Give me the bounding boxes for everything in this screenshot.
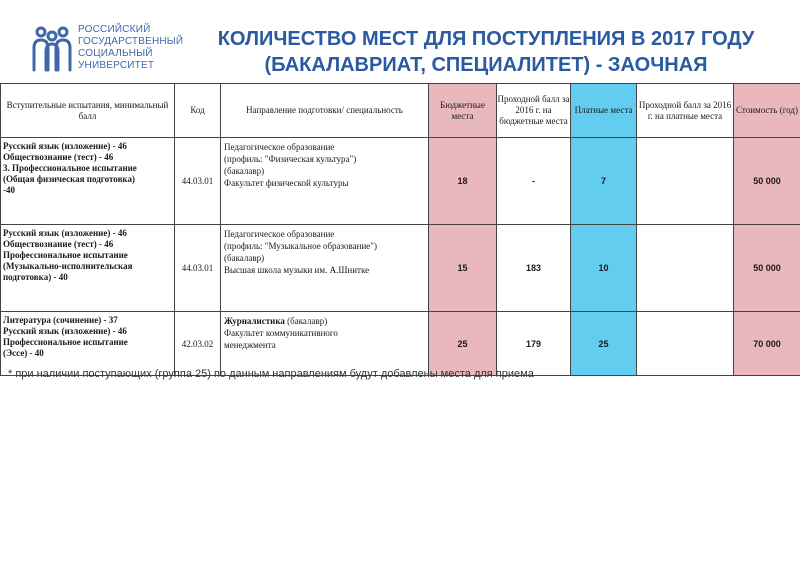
exams-cell [1, 312, 175, 376]
budget-places-cell: 25 [429, 312, 497, 376]
direction-line: менеджмента [224, 340, 276, 350]
exam-line: Обществознание (тест) - 46 [3, 152, 114, 162]
pass-paid-cell [637, 225, 734, 312]
logo-line: СОЦИАЛЬНЫЙ [78, 48, 153, 59]
budget-places-cell: 18 [429, 138, 497, 225]
direction-line: (бакалавр) [224, 253, 265, 263]
budget-places-cell: 15 [429, 225, 497, 312]
pass-paid-cell [637, 138, 734, 225]
header-paid-places: Платные места [571, 84, 637, 138]
exam-line: 3. Профессиональное испытание [3, 163, 137, 173]
logo-line: УНИВЕРСИТЕТ [78, 60, 155, 71]
paid-places-cell: 7 [571, 138, 637, 225]
pass-budget-cell: - [497, 138, 571, 225]
exam-line: (Музыкально-исполнительская [3, 261, 133, 271]
direction-title-suffix: (бакалавр) [284, 316, 328, 326]
direction-title: Педагогическое образование [224, 142, 335, 152]
direction-line: Факультет физической культуры [224, 178, 349, 188]
admission-table [0, 83, 800, 376]
pass-budget-cell: 179 [497, 312, 571, 376]
cost-cell: 50 000 [734, 225, 800, 312]
direction-line: Высшая школа музыки им. А.Шнитке [224, 265, 370, 275]
pass-budget-cell: 183 [497, 225, 571, 312]
header-pass-budget: Проходной балл за 2016 г. на бюджетные места [497, 84, 571, 138]
direction-cell [221, 138, 429, 225]
paid-places-cell: 25 [571, 312, 637, 376]
exam-line: подготовка) - 40 [3, 272, 68, 282]
code-cell: 44.03.01 [175, 225, 221, 312]
direction-title-line [224, 315, 425, 327]
exam-line: Профессиональное испытание [3, 250, 128, 260]
title-line-1: КОЛИЧЕСТВО МЕСТ ДЛЯ ПОСТУПЛЕНИЯ В 2017 ГОДУ [217, 28, 755, 50]
exam-line: Профессиональное испытание [3, 337, 128, 347]
title-line-2: (БАКАЛАВРИАТ, СПЕЦИАЛИТЕТ) - ЗАОЧНАЯ [264, 54, 708, 76]
direction-line: (профиль: "Физическая культура") [224, 154, 357, 164]
exam-line: (Эссе) - 40 [3, 348, 44, 358]
header-direction: Направление подготовки/ специальность [221, 84, 429, 138]
table-row [1, 138, 800, 225]
direction-line: (бакалавр) [224, 166, 265, 176]
logo-wordmark [78, 24, 183, 72]
exams-cell [1, 138, 175, 225]
table-row [1, 312, 800, 376]
direction-title: Педагогическое образование [224, 229, 335, 239]
header-pass-paid: Проходной балл за 2016 г. на платные места [637, 84, 734, 138]
table-header-row [1, 84, 800, 138]
paid-places-cell: 10 [571, 225, 637, 312]
header-exams: Вступительные испытания, минимальный балл [1, 84, 175, 138]
pass-paid-cell [637, 312, 734, 376]
university-logo [30, 24, 190, 76]
exam-line: Обществознание (тест) - 46 [3, 239, 114, 249]
header-cost: Стоимость (год) [734, 84, 800, 138]
header-budget-places: Бюджетные места [429, 84, 497, 138]
exam-line: Русский язык (изложение) - 46 [3, 326, 127, 336]
direction-cell [221, 312, 429, 376]
exam-line: (Общая физическая подготовка) [3, 174, 135, 184]
cost-cell: 70 000 [734, 312, 800, 376]
direction-cell [221, 225, 429, 312]
code-cell: 42.03.02 [175, 312, 221, 376]
header-code: Код [175, 84, 221, 138]
exams-cell [1, 225, 175, 312]
direction-title: Журналистика [224, 316, 285, 326]
exam-line: Литература (сочинение) - 37 [3, 315, 118, 325]
logo-line: РОССИЙСКИЙ [78, 24, 151, 35]
direction-line: (профиль: "Музыкальное образование") [224, 241, 377, 251]
logo-line: ГОСУДАРСТВЕННЫЙ [78, 36, 184, 47]
page-title [186, 26, 786, 78]
footnote: * при наличии поступающих (группа 25) по данным направлениям будут добавлены места для приема [8, 368, 534, 380]
direction-line: Факультет коммуникативного [224, 328, 338, 338]
people-logo-icon [30, 26, 74, 72]
table-row [1, 225, 800, 312]
cost-cell: 50 000 [734, 138, 800, 225]
exam-line: Русский язык (изложение) - 46 [3, 228, 127, 238]
exam-line: Русский язык (изложение) - 46 [3, 141, 127, 151]
exam-line: -40 [3, 185, 15, 195]
code-cell: 44.03.01 [175, 138, 221, 225]
